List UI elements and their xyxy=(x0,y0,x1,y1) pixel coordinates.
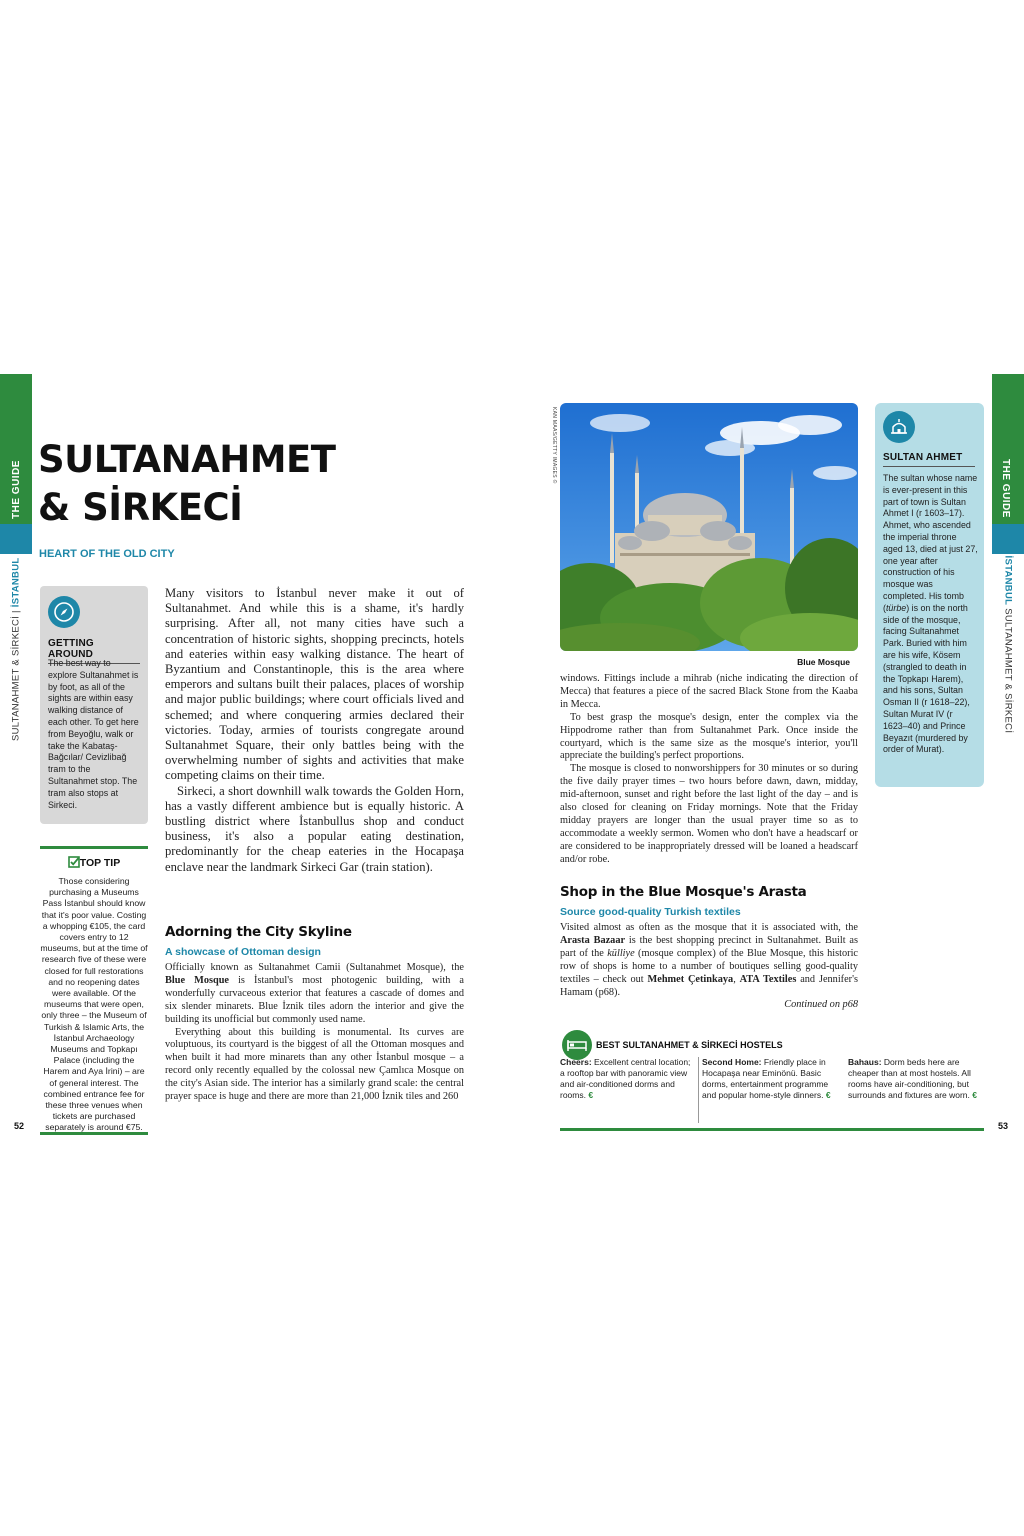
getting-around-text: The best way to explore Sultanahmet is by foot, as all of the sights are within easy walking distance of each other. To get here from Beyoğlu, walk or take the Kabataş-Bağcılar/ Cevizlibağ tram to the Sultanahmet stop. The tram also stops at Sirkeci. xyxy=(48,658,139,810)
left-running-head-city: İSTANBUL xyxy=(10,557,22,608)
right-side-running-head xyxy=(992,555,1024,760)
hostel-bahaus: Bahaus: Dorm beds here are cheaper than at most hostels. All rooms have air-conditioning, but surrounds and fixtures are worn. € xyxy=(848,1057,978,1100)
mosque-icon xyxy=(883,411,915,443)
mosque-continued-text xyxy=(560,673,858,867)
page-number-left: 52 xyxy=(14,1121,25,1131)
section-heading-skyline: Adorning the City Skyline xyxy=(165,924,352,940)
top-tip-text: Those considering purchasing a Museums Pass İstanbul should know that it's poor value. Costing a whopping €105, the card covers entry to 12 museums, but at the time of research five of these were closed for full restorations and no reopening dates were available. Of the museums that were open, only three – the Museum of Turkish & Islamic Arts, the İstanbul Archaeology Museums and Topkapı Palace (including the Harem and Aya İrini) – are of general interest. The combined entrance fee for these three venues when tickets are purchased separately is around €75. xyxy=(40,876,148,1133)
hostels-title: BEST SULTANAHMET & SİRKECİ HOSTELS xyxy=(596,1040,783,1050)
blue-mosque-photo xyxy=(560,403,858,651)
left-side-tab-teal xyxy=(0,524,32,554)
continued-note: Continued on p68 xyxy=(784,999,858,1011)
top-tip-title: TOP TIP xyxy=(79,857,121,869)
bed-icon xyxy=(562,1030,592,1060)
skyline-text xyxy=(165,962,464,1104)
sultan-ahmet-box xyxy=(875,403,984,787)
top-tip-box xyxy=(40,846,148,1138)
skyline-paragraph-1: Officially known as Sultanahmet Camii (Sultanahmet Mosque), the Blue Mosque is İstanbul's most photogenic building, with a wonderfully curvaceous exterior that features a cascade of domes and six slender minarets. Blue İznik tiles adorn the interior and give the building its unofficial but commonly used name. xyxy=(165,962,464,1025)
sultan-ahmet-text: The sultan whose name is ever-present in this part of town is Sultan Ahmet I (r 1603–17). Ahmet, who ascended the imperial throne aged 13, died at just 27, one year after construction of his mosque was completed. His tomb (türbe) is on the north side of the mosque, facing Sultanahmet Park. Buried with him are his wife, Kösem (strangled to death in the Topkapı Harem), and his sons, Sultan Osman II (r 1618–22), Sultan Murat IV (r 1623–40) and Prince Beyazıt (murdered by order of Murat). xyxy=(883,473,978,755)
check-icon xyxy=(68,856,80,871)
left-side-tab-guide-label: THE GUIDE xyxy=(10,460,22,519)
mosque-paragraph-1: windows. Fittings include a mihrab (niche indicating the direction of Mecca) that features a piece of the sacred Black Stone from the Kaaba in Mecca. xyxy=(560,673,858,710)
getting-around-title: GETTING AROUND xyxy=(48,638,140,664)
hostel-cheers: Cheers: Excellent central location; a rooftop bar with panoramic view and air-conditioned dorms and rooms. € xyxy=(560,1057,691,1100)
getting-around-box xyxy=(40,586,148,824)
hostel-second-home: Second Home: Friendly place in Hocapaşa near Eminönü. Basic dorms, entertainment programme and popular home-style dinners. € xyxy=(702,1057,831,1100)
right-side-tab-teal xyxy=(992,524,1024,554)
section-subheading-skyline: A showcase of Ottoman design xyxy=(165,946,321,958)
section-heading-arasta: Shop in the Blue Mosque's Arasta xyxy=(560,884,807,900)
arasta-text xyxy=(560,922,858,1012)
blue-mosque-term: Blue Mosque xyxy=(165,974,229,986)
arasta-paragraph: Visited almost as often as the mosque that it is associated with, the Arasta Bazaar is the best shopping precinct in Sultanahmet. Built as part of the külliye (mosque complex) of the Blue Mosque, this historic row of shops is home to a number of boutiques selling good-quality textiles – check out Mehmet Çetinkaya, ATA Textiles and Jennifer's Hamam (p68). xyxy=(560,922,858,998)
right-running-head-city: İSTANBUL xyxy=(1002,555,1014,606)
right-running-head-text: SULTANAHMET & SİRKECİ xyxy=(1002,608,1014,734)
mosque-paragraph-3: The mosque is closed to nonworshippers for 30 minutes or so during the five daily prayer times – two hours before dawn, dawn, midday, mid-afternoon, sunset and right before the last light of the day – and is also closed for cleaning on Friday mornings. Note that the Friday midday prayers are longer than the usual prayer time so as to accommodate a weekly sermon. Women who don't have a headscarf or are considered to be inappropriately dressed will be loaned a headscarf and/or robe. xyxy=(560,763,858,865)
page-title-line2: & SİRKECİ xyxy=(38,486,243,529)
left-running-head-text: SULTANAHMET & SİRKECİ xyxy=(10,615,22,741)
section-subheading-arasta: Source good-quality Turkish textiles xyxy=(560,906,741,918)
skyline-paragraph-2: Everything about this building is monumental. Its curves are voluptuous, its courtyard is the biggest of all the Ottoman mosques and when built it had more minarets than any other İstanbul mosque – a record only recently equalled by the colossal new Çamlıca Mosque on the city's Asian side. The interior has a similarly grand scale: the central prayer space is huge and there are more than 21,000 İznik tiles and 260 xyxy=(165,1026,464,1103)
right-side-tab-guide-label: THE GUIDE xyxy=(999,459,1011,518)
compass-icon xyxy=(48,596,80,628)
intro-paragraph-1: Many visitors to İstanbul never make it out of Sultanahmet. And while this is a shame, it's hardly surprising. After all, not many cities have such a concentration of historic sights, shopping precincts, hotels and eateries within easy walking distance. The heart of Byzantium and Constantinople, this is the area where emperors and sultans built their palaces, places of worship and major public buildings; where court officials lived and schemed; and where conquering armies declared their victories. Today, armies of tourists congregate around Sultanahmet Square, their only battles being with the overwhelming number of sights and activities that make competing claims on their time. xyxy=(165,586,464,783)
hostels-section xyxy=(560,1030,984,1132)
page-title xyxy=(38,436,336,532)
page-number-right: 53 xyxy=(998,1121,1009,1131)
page-subtitle: HEART OF THE OLD CITY xyxy=(39,548,175,560)
intro-paragraph-2: Sirkeci, a short downhill walk towards the Golden Horn, has a vastly different ambience but is equally historic. A bustling district where İstanbullus shop and conduct business, it's also a popular eating destination, predominantly for the cheap eateries in the Hocapaşa enclave near the landmark Sirkeci Gar (train station). xyxy=(165,783,464,874)
sultan-ahmet-title: SULTAN AHMET xyxy=(883,452,975,467)
mosque-paragraph-2: To best grasp the mosque's design, enter the complex via the Hippodrome rather than from Sultanahmet Park. Once inside the courtyard, which is the same size as the mosque's interior, you'll appreciate the building's perfect proportions. xyxy=(560,711,858,762)
photo-caption: Blue Mosque xyxy=(797,657,850,667)
left-side-running-head: SULTANAHMET & SİRKECİ | İSTANBUL xyxy=(10,557,22,741)
intro-text xyxy=(165,586,464,875)
photo-credit: KAN MAAS/GETTY IMAGES © xyxy=(551,407,557,484)
page-title-line1: SULTANAHMET xyxy=(38,438,336,481)
